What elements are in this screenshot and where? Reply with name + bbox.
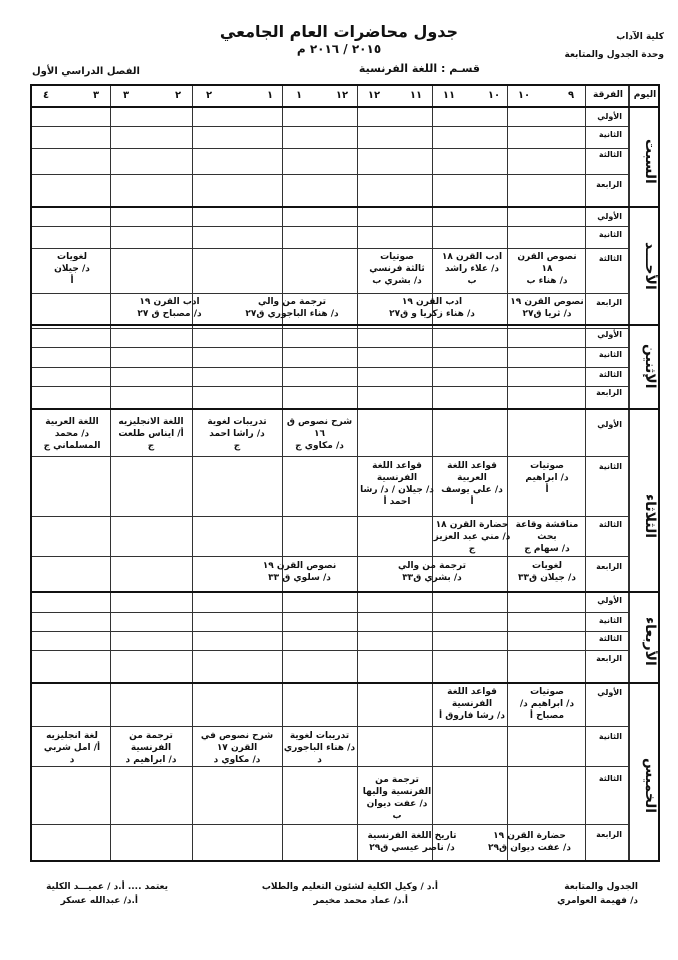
level-column-header: الفرقة	[593, 90, 623, 100]
course-cell: اللغة الانجليزيه أ/ ايناس طلعت ج	[118, 417, 184, 451]
time-label: ٣	[122, 90, 130, 101]
footer-title: أ.د / وكيل الكلية لشئون التعليم والطلاب	[261, 882, 438, 892]
time-label: ١١	[409, 90, 423, 101]
course-cell: حضارة القرن ١٩ د/ عفت ديوان ق٢٩	[488, 831, 571, 853]
course-cell: ترجمة من الفرنسية واليها د/ عفت ديوان ب	[362, 775, 432, 821]
day-label-wednesday: الأربعاء	[642, 616, 658, 666]
course-cell: ترجمة من الفرنسية د/ ابراهيم د	[125, 731, 177, 765]
row-divider	[32, 612, 628, 613]
level-label: الثانية	[598, 462, 622, 471]
academic-year: ٢٠١٥ / ٢٠١٦ م	[296, 42, 382, 56]
footer-name: د/ فهيمة العوامري	[557, 896, 638, 906]
course-cell: شرح نصوص في القرن ١٧ د/ مكاوي د	[200, 731, 274, 765]
level-label: الثالثة	[598, 150, 622, 159]
level-label: الثانية	[598, 732, 622, 741]
course-cell: لغويات د/ جيلان ق٣٣	[518, 561, 576, 583]
course-cell: نصوص القرن ١٩ د/ ثريا ق٢٧	[510, 297, 584, 319]
row-divider	[32, 248, 628, 249]
time-label: ١٠	[487, 90, 501, 101]
day-divider	[32, 206, 658, 208]
time-label: ١٢	[367, 90, 381, 101]
level-label: الرابعة	[596, 298, 622, 307]
course-cell: ترجمة من والي د/ بشري ق٣٣	[397, 561, 467, 583]
course-cell: ادب القرن ١٩ د/ هناء زكريا و ق٢٧	[389, 297, 475, 319]
course-cell: نصوص القرن ١٨ د/ هناء ب	[517, 252, 577, 286]
row-divider	[32, 126, 628, 127]
day-label-monday: الإثنين	[642, 343, 658, 389]
level-label: الرابعة	[596, 388, 622, 397]
level-label: الثالثة	[598, 254, 622, 263]
day-divider	[32, 591, 658, 593]
day-divider	[32, 324, 658, 326]
level-label: الأولي	[597, 112, 622, 121]
footer-name: أ.د/ عبدالله عسكر	[60, 896, 138, 906]
row-divider	[32, 174, 628, 175]
level-label: الرابعة	[596, 654, 622, 663]
level-label: الثانية	[598, 616, 622, 625]
level-label: الرابعة	[596, 562, 622, 571]
course-cell: لغويات د/ جيلان أ	[54, 252, 90, 286]
day-divider	[32, 408, 658, 410]
course-cell: قواعد اللغة الفرنسية د/ رشا فاروق أ	[439, 687, 505, 721]
course-cell: شرح نصوص ق ١٦ د/ مكاوي ج	[286, 417, 353, 451]
day-label-sunday: الأحـــد	[642, 242, 658, 290]
level-label: الثانية	[598, 350, 622, 359]
course-cell: قواعد اللغة العربية د/ علي يوسف أ	[441, 461, 503, 507]
level-label: الثالثة	[598, 774, 622, 783]
time-label: ١٠	[517, 90, 531, 101]
day-column-header: اليوم	[633, 90, 657, 100]
page-title: جدول محاضرات العام الجامعي	[219, 22, 459, 41]
course-cell: حضارة القرن ١٨ د/ مني عبد العزيز ج	[433, 520, 511, 554]
row-divider	[32, 367, 628, 368]
course-cell: صوتيات د/ ابراهيم د/ مصباح أ	[519, 687, 575, 721]
level-label: الأولي	[597, 420, 622, 429]
footer-title: الجدول والمتابعة	[564, 882, 638, 892]
row-divider	[32, 386, 628, 387]
course-cell: تاريخ اللغة الفرنسية د/ ناصر عيسي ق٢٩	[367, 831, 457, 853]
time-label: ٩	[567, 90, 575, 101]
course-cell: مناقشة وقاعة بحث د/ سهام ج	[515, 520, 579, 554]
schedule-table	[30, 84, 660, 862]
time-label: ١	[295, 90, 303, 101]
level-label: الثالثة	[598, 520, 622, 529]
course-cell: نصوص القرن ١٩ د/ سلوي ق ٣٣	[262, 561, 337, 583]
level-label: الأولي	[597, 688, 622, 697]
row-divider	[32, 226, 628, 227]
level-label: الأولي	[597, 330, 622, 339]
course-cell: ادب القرن ١٩ د/ مصباح ق ٢٧	[137, 297, 202, 319]
row-divider	[32, 328, 628, 329]
faculty-name: كلية الآداب	[616, 32, 664, 42]
row-divider	[32, 293, 628, 294]
row-divider	[32, 824, 628, 825]
time-label: ٣	[92, 90, 100, 101]
day-divider	[32, 682, 658, 684]
course-cell: صوتيات د/ ابراهيم أ	[525, 461, 569, 495]
time-label: ٤	[42, 90, 50, 101]
level-label: الثانية	[598, 130, 622, 139]
time-label: ١١	[442, 90, 456, 101]
time-label: ١٢	[335, 90, 349, 101]
footer-title: يعتمد .... أ.د / عميـــد الكلية	[46, 882, 168, 892]
course-cell: لغة انجليزيه أ/ امل شربي د	[43, 731, 101, 765]
row-divider	[32, 516, 628, 517]
unit-name: وحدة الجدول والمتابعة	[564, 50, 664, 60]
day-label-thursday: الخميس	[642, 758, 658, 814]
day-label-tuesday: الثلاثاء	[642, 493, 658, 539]
time-label: ٢	[205, 90, 213, 101]
level-label: الثانية	[598, 230, 622, 239]
row-divider	[32, 148, 628, 149]
row-divider	[32, 766, 628, 767]
row-divider	[32, 726, 628, 727]
course-cell: اللغة العربية د/ محمد المسلماني ج	[43, 417, 101, 451]
row-divider	[32, 556, 628, 557]
row-divider	[32, 347, 628, 348]
course-cell: تدريبات لغوية د/ راشا احمد ج	[207, 417, 267, 451]
footer-name: أ.د/ عماد محمد مخيمر	[313, 896, 408, 906]
course-cell: قواعد اللغة الفرنسية د/ جيلان / د/ رشا احمد أ	[360, 461, 434, 507]
course-cell: ادب القرن ١٨ د/ علاء راشد ب	[441, 252, 503, 286]
level-label: الثالثة	[598, 370, 622, 379]
time-label: ٢	[174, 90, 182, 101]
semester-label: الفصل الدراسي الأول	[32, 66, 140, 77]
row-divider	[32, 106, 658, 108]
department-name: قسـم : اللغة الفرنسية	[358, 62, 480, 75]
level-label: الثالثة	[598, 634, 622, 643]
time-label: ١	[266, 90, 274, 101]
course-cell: صوتيات ثالثة فرنسي د/ بشري ب	[369, 252, 425, 286]
row-divider	[32, 631, 628, 632]
level-label: الرابعة	[596, 180, 622, 189]
row-divider	[32, 456, 628, 457]
level-label: الأولي	[597, 212, 622, 221]
course-cell: تدريبات لغوية د/ هناء الباجوري د	[283, 731, 356, 765]
row-divider	[32, 650, 628, 651]
course-cell: ترجمة من والي د/ هناء الباجوري ق٢٧	[245, 297, 339, 319]
level-label: الأولي	[597, 596, 622, 605]
day-label-saturday: السبت	[642, 138, 658, 184]
level-label: الرابعة	[596, 830, 622, 839]
